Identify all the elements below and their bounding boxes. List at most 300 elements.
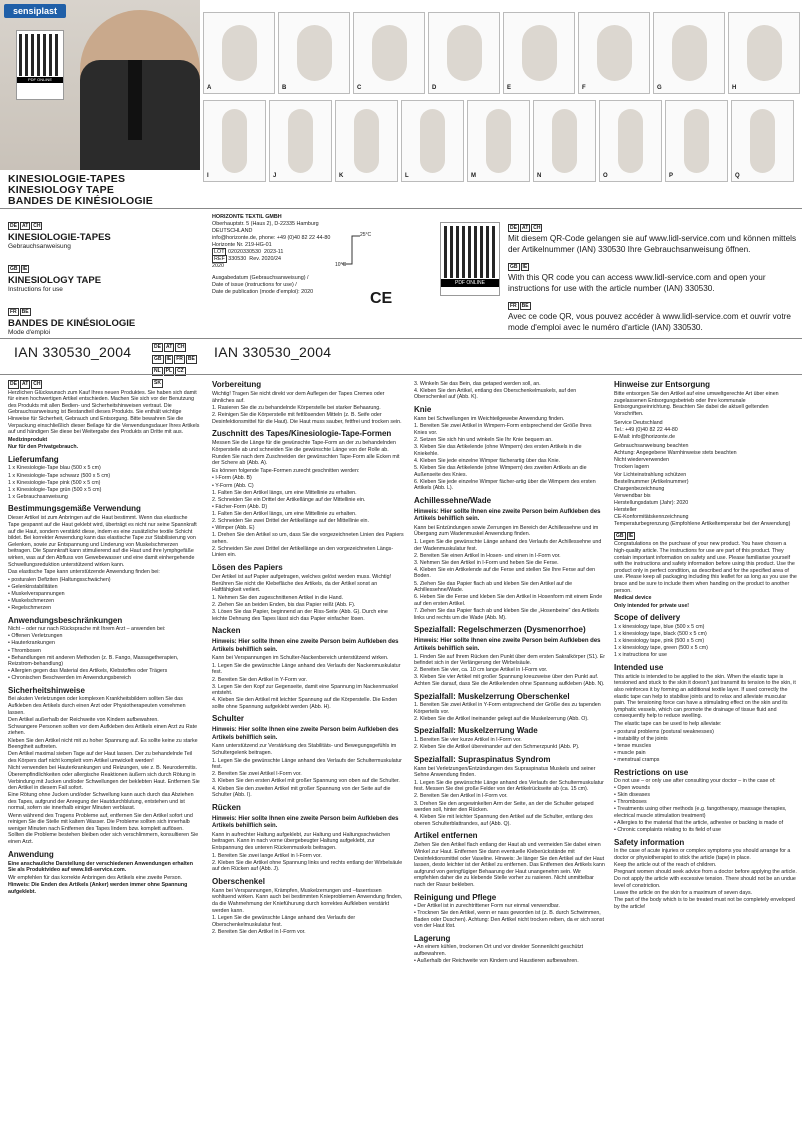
section-heading: Knie	[414, 404, 432, 414]
list-item: 2. Bereiten Sie den Artikel in Y-Form vor.	[212, 676, 308, 683]
lang-code: IE	[628, 532, 634, 539]
list-item: 1. Bereiten Sie zwei Artikel in Y-Form entsprechend der Größe des zu tapenden Körperteils vor.	[414, 702, 601, 715]
list-item: • Hauterkrankungen	[8, 640, 55, 647]
paragraph: Dieser Artikel ist zum Anbringen auf die Haut bestimmt. Wenn das elastische Tape gespannt auf die Haut geklebt wird, überträgt es nicht nur seine Spannkraft auf die Haut, sondern verstärkt diese, indem es eine zusätzliche textile Schicht bildet. Bei korrekter Anwendung kann das elastische Tape zur Stabilisierung von Gelenken, sowie zur Entspannung und Linderung von Muskelschmerzen beitragen. Die Spannkraft kann stimulierend auf die Haut und ihre lymphgefäße wirken, was auf den Abfluss von Gewebewasser und eine damit einhergehende Schwellungsreduktion unterstützend wirken kann.	[8, 515, 197, 568]
list-item: 1. Legen Sie die gewünschte Länge anhand des Verlaufs der Schultermuskulatur fest. Messen Sie drei große Felder von der Artikelrückseite ab (ca. 15 cm).	[414, 779, 604, 793]
temperature-icon	[340, 232, 362, 272]
symbol-legend	[614, 443, 798, 528]
figure-illustration	[222, 109, 246, 173]
list-item: • Open wounds	[614, 785, 651, 792]
block-sub: Instructions for use	[8, 286, 63, 293]
warning-item: Überempfindlichkeiten oder allergische Reaktionen äußern sich durch Rötung in Verbindung mit Jucken und/oder Schwellungen der beklebten Haut. Entfernen Sie den Artikel in diesem Fall sofort.	[8, 772, 200, 792]
figure-illustration	[354, 109, 378, 173]
section-heading: Safety information	[614, 837, 685, 847]
list-item: 2. Schneiden Sie zwei Drittel der Artikellänge an den vorgezeichneten Längs-Linien ein.	[212, 545, 394, 559]
paragraph: Messen Sie die Länge für die gewünschte Tape-Form an der zu behandelnden Körperstelle ab und schneiden Sie die gewünschte Länge von der Rolle ab. Runden Sie nach dem Zuschneiden der gewünschten Tape-Form alle Ecken mit der Schere ab (Abb. A).	[212, 440, 400, 467]
medical-device: Medical device	[614, 595, 652, 602]
section-heading: Restrictions on use	[614, 767, 689, 777]
section-heading: Vorbereitung	[212, 380, 262, 389]
ref-value: 330530	[228, 256, 247, 262]
list-item: • Thrombosen	[8, 647, 41, 654]
section-heading: Anwendung	[8, 849, 54, 859]
delivery-list	[8, 465, 200, 500]
figure-illustration	[288, 109, 312, 173]
section-heading: Spezialfall: Supraspinatus Syndrom	[414, 754, 551, 764]
company-name: HORIZONTE TEXTIL GMBH	[212, 214, 282, 220]
list-item: 3. Legen Sie den Kopf zur Gegenseite, damit eine Spannung im Nackenmuskel entsteht.	[212, 683, 399, 697]
hint: Hinweis: Hier sollte Ihnen eine zweite Person beim Aufkleben des Artikels behilflich sein.	[212, 815, 399, 830]
list-item: 1 x Gebrauchsanweisung	[8, 493, 68, 500]
paragraph: Wir empfehlen für das korrekte Anbringen des Artikels eine zweite Person.	[8, 874, 183, 881]
warning-item: Wenn während des Tragens Probleme auf, entfernen Sie den Artikel sofort und reinigen Sie die Stelle mit kaltem Wasser. Die Probleme sollten sich innerhalb weniger Minuten nach Entfernen des Tapes lindern bzw. komplett auflösen. Sollten die Probleme bestehen bleiben oder sich verschlimmern, konsultieren Sie einen Arzt.	[8, 812, 199, 845]
list-item: 2. Schneiden Sie zwei Drittel der Artikellänge auf der Mittellinie ein.	[212, 518, 369, 524]
qr-label: PDF ONLINE	[441, 279, 499, 287]
divider	[0, 374, 802, 375]
temp-low: 10°C	[335, 262, 347, 268]
list-item: • Außerhalb der Reichweite von Kindern und Haustieren aufbewahren.	[414, 958, 579, 965]
figure-illustration	[222, 25, 257, 81]
paragraph: Bitte entsorgen Sie den Artikel auf eine umweltgerechte Art über einen zugelassenen Entsorgungsbetrieb oder Ihre kommunale Entsorgungseinrichtung. Beachten Sie dabei die aktuell geltenden Vorschriften.	[614, 391, 779, 417]
list-item: • Fächer-Form (Abb. D)	[212, 503, 268, 510]
section-heading: Zuschnitt des Tapes/Kinesiologie-Tape-Formen	[212, 429, 392, 439]
list-item: 1 x Kinesiologie-Tape grün (500 x 5 cm)	[8, 486, 102, 493]
list-item: 3. Lösen Sie das Papier, beginnend an der Riss-Seite (Abb. G). Durch eine leichte Dehnung des Tapes lässt sich das Papier einfacher lösen.	[212, 609, 388, 622]
list-item: 3. Kleben Sie vier Artikel mit großer Spannung kreuzweise über den Punkt auf. Achten Sie darauf, dass Sie die Artikelenden ohne Spannung aufkleben (Abb. N).	[414, 674, 605, 687]
section-heading: Reinigung und Pflege	[414, 892, 497, 902]
list-item: 1 x kinesiology tape, blue (500 x 5 cm)	[614, 623, 705, 630]
symbol-item: Chargenbezeichnung	[614, 485, 665, 492]
list-item: 4. Kleben Sie den Artikel mit leichter Spannung auf die Körperstelle. Die Enden sollte ohne Spannung aufgeklebt werden (Abb. H).	[212, 697, 398, 710]
figure-label: G	[657, 85, 662, 91]
list-item: 1. Legen Sie die gewünschte Länge anhand des Verlaufs der Achillessehne und der Wadenmuskulatur fest.	[414, 539, 602, 552]
list-item: 2. Reinigen Sie die Körperstelle mit fettlösenden Mitteln (z. B. Seife oder Desinfektionsmittel für die Haut). Die Haut muss sauber, fettfrei und trocken sein.	[212, 412, 402, 425]
symbol-item: Bestellnummer (Artikelnummer)	[614, 478, 689, 485]
list-item: 1 x kinesiology tape, green (500 x 5 cm)	[614, 645, 708, 652]
figure-illustration	[597, 25, 632, 81]
lang-code: BE	[521, 303, 529, 309]
issue-line: Ausgabedatum (Gebrauchsanweisung) /	[212, 275, 309, 281]
issue-line: Date of issue (instructions for use) /	[212, 282, 297, 288]
list-item: 1. Finden Sie auf Ihrem Rücken den Punkt über dem ersten Sakralkörper (S1). Er befindet sich in der Verlängerung der Wirbelsäule.	[414, 653, 606, 667]
list-item: 1. Bereiten Sie zwei lange Artikel in I-Form vor.	[212, 852, 322, 859]
company-line: info@horizonte.de, phone: +49 (0)40 82 22 44-80	[212, 235, 331, 241]
figure-illustration	[672, 25, 707, 81]
figure-label: O	[603, 173, 608, 179]
hint: Hinweis: Hier sollte Ihnen eine zweite Person beim Aufkleben des Artikels behilflich sein.	[212, 727, 399, 741]
list-item: • instability of the joints	[614, 735, 668, 742]
list-item: 7. Ziehen Sie das Papier flach ab und kleben Sie die „Hosenbeine“ des Artikels links und rechts um die Wade (Abb. M).	[414, 607, 599, 621]
list-item: 4. Kleben Sie jede einzelne Wimper fächerartig über das Knie.	[414, 457, 561, 464]
lang-code: FR	[10, 309, 17, 315]
figure-b	[278, 12, 350, 94]
list-item: • Wimper (Abb. E)	[212, 525, 255, 532]
symbol-item: Herstellungsdatum (Jahr): 2020	[614, 499, 689, 506]
figure-m	[467, 100, 530, 182]
paragraph: Eine anschauliche Darstellung der verschiedenen Anwendungen erhalten Sie als Produktvideo auf www.lidl-service.com.	[8, 860, 193, 874]
private-use: Nur für den Privatgebrauch.	[8, 444, 79, 451]
private-use: Only intended for private use!	[614, 602, 690, 609]
section-heading: Artikel entfernen	[414, 831, 478, 841]
figure-label: C	[357, 85, 362, 91]
list-item: 3. Drehen Sie den angewinkelten Arm der Seite, an der die Schulter getaped werden soll, hinter den Rücken.	[414, 800, 594, 814]
warning-item: Eine Rötung ohne Jucken und/oder Schwellung kann auch durch das Abziehen des Tapes, aufgrund der Anregung der Hautdurchblutung, entstehen und ist normal, sofern sie innerhalb einiger Minuten verblasst.	[8, 792, 194, 812]
medical-device: Medizinprodukt	[8, 436, 48, 443]
brand-logo: sensiplast	[4, 4, 66, 18]
ce-mark: CE	[370, 290, 393, 307]
list-item: 2. Setzen Sie sich hin und winkeln Sie Ihr Knie bequem an.	[414, 437, 553, 444]
list-item: • muscle pain	[614, 749, 646, 756]
paragraph: This article is intended to be applied to the skin. When the elastic tape is tensioned and stuck to the skin it doesn't just transmit its tension to the skin, it also reinforces it by forming an additional textile layer. If used correctly the elastic tape can help to stabilise joints and to relax and alleviate muscular pain. The tensioning force can have a stimulating effect on the skin and its lymphatic vessels, which can promote the drainage of tissue fluid and consequently help to reduce swelling.	[614, 673, 796, 720]
lang-code: IE	[522, 264, 528, 270]
figure-label: E	[507, 85, 512, 91]
warning-item: Pregnant women should seek advice from a doctor before applying the article.	[614, 869, 797, 876]
list-item: • posturalen Defiziten (Haltungsschwächen)	[8, 576, 111, 583]
figure-illustration	[684, 109, 708, 173]
hint: Hinweis: Hier sollte Ihnen eine zweite Person beim Aufkleben des Artikels behilflich sein.	[414, 638, 601, 652]
section-heading: Lieferumfang	[8, 454, 59, 464]
list-item: 1. Falten Sie den Artikel längs, um eine Mittellinie zu erhalten.	[212, 489, 357, 496]
list-item: 2. Schneiden Sie ein Drittel der Artikellänge auf der Mittellinie ein.	[212, 496, 366, 503]
lang-code: PL	[165, 368, 173, 374]
list-item: 2. Kleben Sie die Artikel übereinander auf den Schmerzpunkt (Abb. P).	[414, 743, 580, 750]
ian-number: IAN 330530_2004	[14, 344, 132, 360]
list-item: 1. Nehmen Sie den zugeschnittenen Artikel in die Hand.	[212, 594, 344, 601]
figure-h	[728, 12, 800, 94]
list-item: 1. Legen Sie die gewünschte Länge anhand des Verlaufs der Oberschenkelmuskulatur fest.	[212, 915, 356, 928]
lang-code: CH	[33, 381, 41, 387]
language-blocks	[8, 214, 198, 337]
list-item: 4. Kleben Sie ein Artikelende auf die Ferse und stellen Sie Ihre Ferse auf den Boden.	[414, 566, 596, 580]
warning-item: Leave the article on the skin for a maximum of seven days.	[614, 889, 753, 896]
list-item: 1 x Kinesiologie-Tape blau (500 x 5 cm)	[8, 465, 101, 472]
list-item: • tense muscles	[614, 742, 652, 749]
figure-label: H	[732, 85, 737, 91]
list-item: • Regelschmerzen	[8, 605, 52, 612]
list-item: 1 x Kinesiologie-Tape pink (500 x 5 cm)	[8, 479, 101, 486]
figure-label: B	[282, 85, 287, 91]
figure-label: N	[537, 173, 542, 179]
section-heading: Spezialfall: Muskelzerrung Wade	[414, 726, 538, 736]
list-item: 2. Bereiten Sie zwei Artikel I-Form vor.	[212, 771, 302, 778]
lot-value: 02020330530	[227, 249, 261, 255]
list-item: 1. Legen Sie die gewünschte Länge anhand des Verlaufs der Nackenmuskulatur fest.	[212, 662, 401, 676]
list-item: 1 x kinesiology tape, pink (500 x 5 cm)	[614, 638, 705, 644]
lang-code: CH	[533, 225, 541, 231]
paragraph: Kann in aufrechter Haltung aufgeklebt, zur Haltung und Haltungsschwächen beitragen. Kann in nach vorne übergebeugter Haltung aufgeklebt, zur Entspannung des unteren Rückenmuskels beitragen.	[212, 831, 391, 851]
lang-code: NL	[154, 368, 161, 374]
column-2	[212, 380, 404, 1130]
lang-block-de	[8, 214, 198, 251]
divider	[0, 208, 802, 209]
lang-code: GB	[616, 532, 624, 539]
column-3	[414, 380, 606, 1130]
warning-item: Bei akuten Verletzungen oder komplexen Krankheitsbildern sollten Sie das Aufkleben des Artikels durch einen Arzt oder Physiotherapeuten vornehmen lassen.	[8, 696, 186, 716]
paragraph: Der Artikel ist auf Papier aufgetragen, welches gelöst werden muss. Wichtig! Berühren Sie nicht die Klebefläche des Artikels, da der Artikel sonst an Haftfähigkeit verliert.	[212, 574, 391, 594]
section-heading: Bestimmungsgemäße Verwendung	[8, 504, 141, 514]
divider	[0, 338, 802, 339]
year-value: 2020	[212, 263, 224, 269]
list-item: 1. Bereiten Sie zwei Artikel in Wimpern-Form entsprechend der Größe Ihres Knies vor.	[414, 423, 592, 436]
section-heading: Hinweise zur Entsorgung	[614, 380, 711, 389]
qr-text-de: Mit diesem QR-Code gelangen sie auf www.lidl-service.com und können mittels der Artikelnummer (IAN) 330530 Ihre Gebrauchsanweisung öffnen.	[508, 234, 797, 254]
lang-code: GB	[510, 264, 518, 270]
section-heading: Achillessehne/Wade	[414, 495, 492, 505]
lang-code: BE	[21, 309, 29, 315]
symbol-item: Hersteller	[614, 507, 637, 513]
figure-label: Q	[735, 173, 740, 179]
paragraph: Kann unterstützend zur Verstärkung des Stabilitäts- und Bewegungsgefühls im Schultergelenk beitragen.	[212, 743, 397, 757]
qr-label: PDF ONLINE	[17, 77, 63, 83]
list-item: 5. Kleben Sie das Artikelende (ohne Wimpern) des zweiten Artikels an die Außenseite des Knies.	[414, 464, 587, 478]
qr-pattern	[19, 34, 61, 76]
list-item: 3. Kleben Sie den ersten Artikel mit großer Spannung von oben auf die Schulter.	[212, 778, 400, 785]
figure-e	[503, 12, 575, 94]
list-item: 6. Kleben Sie jede einzelne Wimper fächer-artig über die Wimpern des ersten Artikels (Abb. L).	[414, 478, 596, 492]
section-heading: Lösen des Papiers	[212, 563, 283, 573]
symbol-item: Achtung: Angegebene Warnhinweise stets beachten	[614, 450, 737, 457]
symbol-item: Trocken lagern	[614, 464, 650, 471]
lang-code: AT	[521, 225, 529, 231]
warning-item: Den Artikel maximal sieben Tage auf der Haut lassen. Der zu behandelnde Teil des Körpers darf nicht komplett vom Artikel umwickelt werden!	[8, 751, 193, 764]
list-item: 2. Kleben Sie die Artikel ohne Spannung links und rechts entlang der Wirbelsäule auf den Rücken auf (Abb. J).	[212, 859, 403, 873]
figure-k	[335, 100, 398, 182]
figure-label: F	[582, 85, 586, 91]
hint: Hinweis: Hier sollte Ihnen eine zweite Person beim Aufkleben des Artikels behilflich sein.	[212, 639, 399, 653]
list-item: • Muskelverspannungen	[8, 590, 65, 597]
symbol-item: CE-Konformitätskennzeichnung	[614, 514, 689, 521]
hint: Hinweis: Hier sollte Ihnen eine zweite Person beim Aufkleben des Artikels behilflich sein.	[414, 508, 601, 523]
qr-code-small[interactable]	[16, 30, 64, 100]
list-item: 1. Falten Sie den Artikel längs, um eine Mittellinie zu erhalten.	[212, 510, 357, 517]
section-heading: Spezialfall: Regelschmerzen (Dysmenorrhoe)	[414, 625, 586, 635]
lang-code: BE	[187, 356, 195, 362]
symbol-item: Temperaturbegrenzung (Empfohlene Artikeltemperatur bei der Anwendung)	[614, 521, 791, 528]
list-item: • postural problems (postural weaknesses)	[614, 728, 714, 735]
list-item: • I-Form (Abb. B)	[212, 475, 252, 482]
warning-item: The part of the body which is to be treated must not be completely enveloped by the article!	[614, 896, 795, 910]
date-value: 2023-11	[263, 249, 284, 255]
warning-item: Do not apply the article with excessive tension. There should not be an undue level of constriction.	[614, 876, 796, 889]
lang-code: IE	[166, 356, 172, 362]
service-line: Service Deutschland	[614, 420, 663, 427]
list-item: 1. Drehen Sie den Artikel so um, dass Sie die vorgezeichneten Linien des Papiers sehen.	[212, 532, 404, 545]
figure-label: K	[339, 173, 344, 179]
list-item: • Muskelschmerzen	[8, 598, 55, 605]
figure-c	[353, 12, 425, 94]
company-line: Oberhauptstr. 5 (Haus 2), D-22335 Hamburg	[212, 221, 319, 227]
figure-illustration	[420, 109, 444, 173]
block-sub: Gebrauchsanweisung	[8, 243, 71, 250]
figure-g	[653, 12, 725, 94]
paragraph: Es können folgende Tape-Formen zurecht geschnitten werden:	[212, 467, 360, 474]
figure-l	[401, 100, 464, 182]
lang-code: DE	[10, 381, 17, 387]
qr-text-fr: Avec ce code QR, vous pouvez accéder à www.lidl-service.com et ouvrir votre mode d'emploi avec le numéro d'article (IAN) 330530.	[508, 312, 791, 332]
lang-code: FR	[176, 356, 183, 362]
list-item: 3. Nehmen Sie den Artikel in I-Form und heben Sie die Ferse.	[414, 559, 559, 566]
section-heading: Intended use	[614, 662, 664, 672]
list-item: • Allergies to the material that the article, adhesive or backing is made of	[614, 820, 784, 827]
lang-code: FR	[510, 303, 517, 309]
list-item: Nicht – oder nur nach Rücksprache mit Ihrem Arzt – anwenden bei:	[8, 626, 166, 633]
figure-label: A	[207, 85, 212, 91]
list-item: 4. Kleben Sie den Artikel, entlang des Oberschenkelmuskels, auf den Oberschenkel auf (Abb. K).	[414, 387, 577, 401]
qr-pattern	[444, 226, 496, 278]
paragraph: Das elastische Tape kann unterstützende Anwendung finden bei:	[8, 569, 160, 576]
section-heading: Lagerung	[414, 933, 451, 943]
figure-illustration	[522, 25, 557, 81]
lang-code: DE	[10, 223, 17, 229]
figure-i	[203, 100, 266, 182]
paragraph: Congratulations on the purchase of your new product. You have chosen a high-quality article. The instructions for use are part of this product. They contain important information on safety and use. Please familiarise yourself with the instructions and safety information before using this product. Use the product only in perfect condition, as described and for the specified area of use. Please keep all packaging including this leaflet for as long as you use the brace and be sure to include them when handing on the product to another person.	[614, 541, 797, 594]
lang-code: AT	[21, 381, 29, 387]
title-gb: KINESIOLOGY TAPE	[8, 184, 115, 196]
paragraph: Hinweis: Die Enden des Artikels (Anker) werden immer ohne Spannung aufgeklebt.	[8, 882, 188, 895]
list-item: 2. Bereiten Sie den Artikel in I-Form vor.	[212, 928, 306, 935]
title-fr: BANDES DE KINÉSIOLOGIE	[8, 195, 154, 207]
list-item: 1. Legen Sie die gewünschte Länge anhand des Verlaufs der Schultermuskulatur fest.	[212, 757, 402, 771]
figure-d	[428, 12, 500, 94]
figure-label: P	[669, 173, 674, 179]
block-title: KINESIOLOGIE-TAPES	[8, 232, 111, 243]
list-item: • Chronic complaints relating to its field of use	[614, 827, 721, 834]
warning-item: Den Artikel außerhalb der Reichweite von Kindern aufbewahren.	[8, 716, 159, 723]
lang-code: SK	[154, 380, 161, 386]
ian-number: IAN 330530_2004	[214, 344, 332, 360]
temp-high: 25°C	[360, 232, 372, 238]
list-item: 2. Bereiten Sie einen Artikel in Hosen- und einen in I-Form vor.	[414, 552, 561, 559]
list-item: 1 x kinesiology tape, black (500 x 5 cm)	[614, 630, 707, 637]
list-item: • Treatments using other methods (e.g. fangotherapy, massage therapies, electrical muscle stimulation treatment)	[614, 806, 787, 819]
symbol-item: Verwendbar bis	[614, 492, 651, 499]
list-item: • Offenen Verletzungen	[8, 633, 63, 640]
figure-p	[665, 100, 728, 182]
lang-code: DE	[510, 225, 517, 231]
section-heading: Nacken	[212, 626, 241, 636]
issue-line: Date de publication (mode d'emploi): 2020	[212, 289, 314, 295]
applied-tape	[128, 60, 142, 140]
warning-item: Kleben Sie den Artikel nicht mit zu hoher Spannung auf. Es sollte keine zu starke Beengtheit auftreten.	[8, 737, 198, 751]
paragraph: Wichtig! Tragen Sie nicht direkt vor dem Auflegen der Tapes Cremes oder ähnliches auf.	[212, 391, 385, 404]
lang-code: AT	[165, 344, 173, 350]
figure-illustration	[372, 25, 407, 81]
figure-label: M	[471, 173, 476, 179]
list-item: 1 x instructions for use	[614, 652, 667, 659]
figure-j	[269, 100, 332, 182]
paragraph: Kann bei Entzündungen sowie Zerrungen im Bereich der Achillessehne und im Übergang zum Wadenmuskel Anwendung finden.	[414, 524, 599, 538]
list-item: 1. Rasieren Sie die zu behandelnde Körperstelle bei starker Behaarung.	[212, 405, 381, 412]
paragraph: Kann bei Verspannungen, Krämpfen, Muskelzerrungen und –faserrissen wohltuend wirken. Kann auch bei bestimmten Knieproblemen Anwendung finden, da die Wahrnehmung der Kniefühurung durch korrektes Aufkleben verstärkt werden kann.	[212, 887, 403, 914]
block-sub: Mode d'emploi	[8, 329, 51, 336]
title-de: KINESIOLOGIE-TAPES	[8, 173, 126, 185]
figure-illustration	[486, 109, 510, 173]
lang-code: CH	[33, 223, 41, 229]
list-item: 4. Kleben Sie mit leichter Spannung den Artikel auf die Schulter, entlang des oberen Schulterblattrandes, auf (Abb. Q).	[414, 814, 593, 827]
figure-illustration	[747, 25, 782, 81]
paragraph: Kann bei Verspannungen im Schulter-Nackenbereich unterstützend wirken.	[212, 655, 389, 662]
company-line: Horizonte Nr. 219-HG-01	[212, 242, 272, 248]
column-1	[8, 380, 200, 1130]
list-item: 6. Heben Sie die Ferse und kleben Sie den Artikel in Hosenform mit einem Ende auf den ersten Artikel.	[414, 594, 603, 607]
figures-grid	[203, 12, 800, 190]
list-item: 1. Bereiten Sie vier kurze Artikel in I-Form vor.	[414, 736, 522, 743]
block-title: BANDES DE KINÉSIOLOGIE	[8, 318, 136, 329]
list-item: • Behandlungen mit anderen Methoden (z. B. Fango, Massagetherapien, Reizstrom-behandlung)	[8, 654, 179, 668]
lang-block-gb	[8, 257, 198, 294]
paragraph: Kann bei Schwellungen im Weichteilgewebe Anwendung finden.	[414, 415, 565, 422]
paragraph: Ziehen Sie den Artikel flach entlang der Haut ab und vermeiden Sie dabei einen Winkel zur Haut. Entfernen Sie dann eventuelle Kleberückstände mit Desinfektionsmittel oder Vaseline. Hinweis: Je länger Sie den Artikel auf der Haut lassen, desto leichter ist der Artikel zu entfernen. Das Entfernen des Artikels kann aufgrund von geringfügiger Behaarung der Haut unangenehm sein. Wir empfehlen daher die zu klebende Stelle vorher zu rasieren. Nicht unmittelbar nach der Rasur bekleben.	[414, 842, 605, 888]
list-item: 1 x Kinesiologie-Tape schwarz (500 x 5 cm)	[8, 472, 111, 479]
list-item: 2. Bereiten Sie den Artikel in I-Form vor.	[414, 793, 508, 800]
column-4	[614, 380, 798, 1130]
list-item: • Chronischen Beschwerden im Anwendungsbereich	[8, 675, 131, 682]
figure-label: I	[207, 173, 209, 179]
warning-item: Schwangere Personen sollten vor dem Aufkleben des Artikels einen Arzt zu Rate ziehen.	[8, 723, 198, 737]
list-item: • An einem kühlen, trockenen Ort und vor direkter Sonnenlicht geschützt aufbewahren.	[414, 944, 584, 958]
lang-code: AT	[21, 223, 29, 229]
list-item: • Thromboses	[614, 799, 647, 806]
symbol-item: Gebrauchsanweisung beachten	[614, 443, 689, 450]
symbol-item: Nicht wiederverwenden	[614, 457, 670, 464]
figure-label: J	[273, 173, 277, 179]
section-heading: Anwendungsbeschränkungen	[8, 615, 123, 625]
figure-q	[731, 100, 794, 182]
list-item: • Y-Form (Abb. C)	[212, 482, 254, 489]
ref-icon: REF	[214, 256, 225, 262]
figure-illustration	[750, 109, 774, 173]
list-item: 2. Bereiten Sie vier, ca. 10 cm lange Artikel in I-Form vor.	[414, 667, 548, 674]
list-item: 3. Winkeln Sie das Bein, das getaped werden soll, an.	[414, 380, 541, 387]
list-item: 2. Ziehen Sie an beiden Enden, bis das Papier reißt (Abb. F).	[212, 601, 356, 608]
list-item: • menstrual cramps	[614, 756, 660, 763]
figure-label: D	[432, 85, 437, 91]
company-info	[212, 214, 412, 296]
list-item: • Gelenkinstabilitäten	[8, 583, 58, 590]
list-item: 2. Kleben Sie die Artikel ineinander gelegt auf die Muskelzerrung (Abb. O).	[414, 715, 589, 722]
section-heading: Sicherheitshinweise	[8, 685, 85, 695]
list-item: • Trocknen Sie den Artikel, wenn er nass geworden ist (z. B. durch Schwimmen, Baden oder Duschen). Achtung: Den Artikel nicht trocken reiben, da er sich sonst von der Haut löst.	[414, 910, 604, 930]
block-title: KINESIOLOGY TAPE	[8, 275, 102, 286]
intro-text: Herzlichen Glückwunsch zum Kauf Ihres neuen Produktes. Sie haben sich damit für einen hochwertigen Artikel entschieden. Machen Sie sich vor der Benutzung des Produkts mit allen Bedien- und Sicherheitshinweisen vertraut. Die Gebrauchsanweisung ist Bestandteil dieses Produkts. Sie enthält wichtige Hinweise für Sicherheit, Gebrauch und Entsorgung. Bitte bewahren Sie die Verpackung einschließlich dieser Beilage für die Verwendungsdauer Ihres Artikels auf und händigen Sie diese bei Weitergabe des Produkts an Dritte mit aus.	[8, 389, 200, 436]
section-heading: Spezialfall: Muskelzerrung Oberschenkel	[414, 691, 570, 701]
section-heading: Rücken	[212, 802, 241, 812]
warning-item: In the case of acute injuries or complex symptoms you should arrange for a doctor or physiotherapist to stick the article (tape) in place.	[614, 848, 791, 861]
list-item: 4. Kleben Sie den zweiten Artikel mit großer Spannung von der Seite auf die Schulter (Abb. I).	[212, 785, 391, 799]
service-line: Tel.: +49 (0)40 82 22 44-80	[614, 426, 678, 433]
qr-texts	[508, 216, 798, 333]
qr-code-large[interactable]	[440, 222, 500, 296]
list-item: 3. Kleben Sie das Artikelende (ohne Wimpern) des ersten Artikels in die Kniekehle.	[414, 444, 582, 457]
figure-illustration	[552, 109, 576, 173]
figure-label: L	[405, 173, 409, 179]
figure-illustration	[447, 25, 482, 81]
figure-illustration	[297, 25, 332, 81]
section-heading: Scope of delivery	[614, 613, 681, 623]
warning-item: Nicht verwenden bei Hauterkrankungen und Reizungen, wie z. B. Neurodermitis.	[8, 764, 198, 771]
list-item: • Der Artikel ist in zurechtrittener Form nur einmal verwendbar.	[414, 903, 560, 910]
figure-n	[533, 100, 596, 182]
lang-block-fr	[8, 300, 198, 337]
lot-icon: LOT	[214, 249, 225, 255]
company-line: DEUTSCHLAND	[212, 228, 253, 234]
figure-f	[578, 12, 650, 94]
list-item: Do not use – or only use after consulting your doctor – in the case of:	[614, 778, 776, 784]
qr-text-gb: With this QR code you can access www.lidl-service.com and open your instructions for use with the article number (IAN) 330530.	[508, 273, 766, 293]
list-item: 5. Ziehen Sie das Papier flach ab und kleben Sie den Artikel auf die Achillessehne/Wade.	[414, 580, 573, 594]
figure-o	[599, 100, 662, 182]
lang-code: IE	[22, 266, 28, 272]
service-line: E-Mail: info@horizonte.de	[614, 433, 676, 440]
